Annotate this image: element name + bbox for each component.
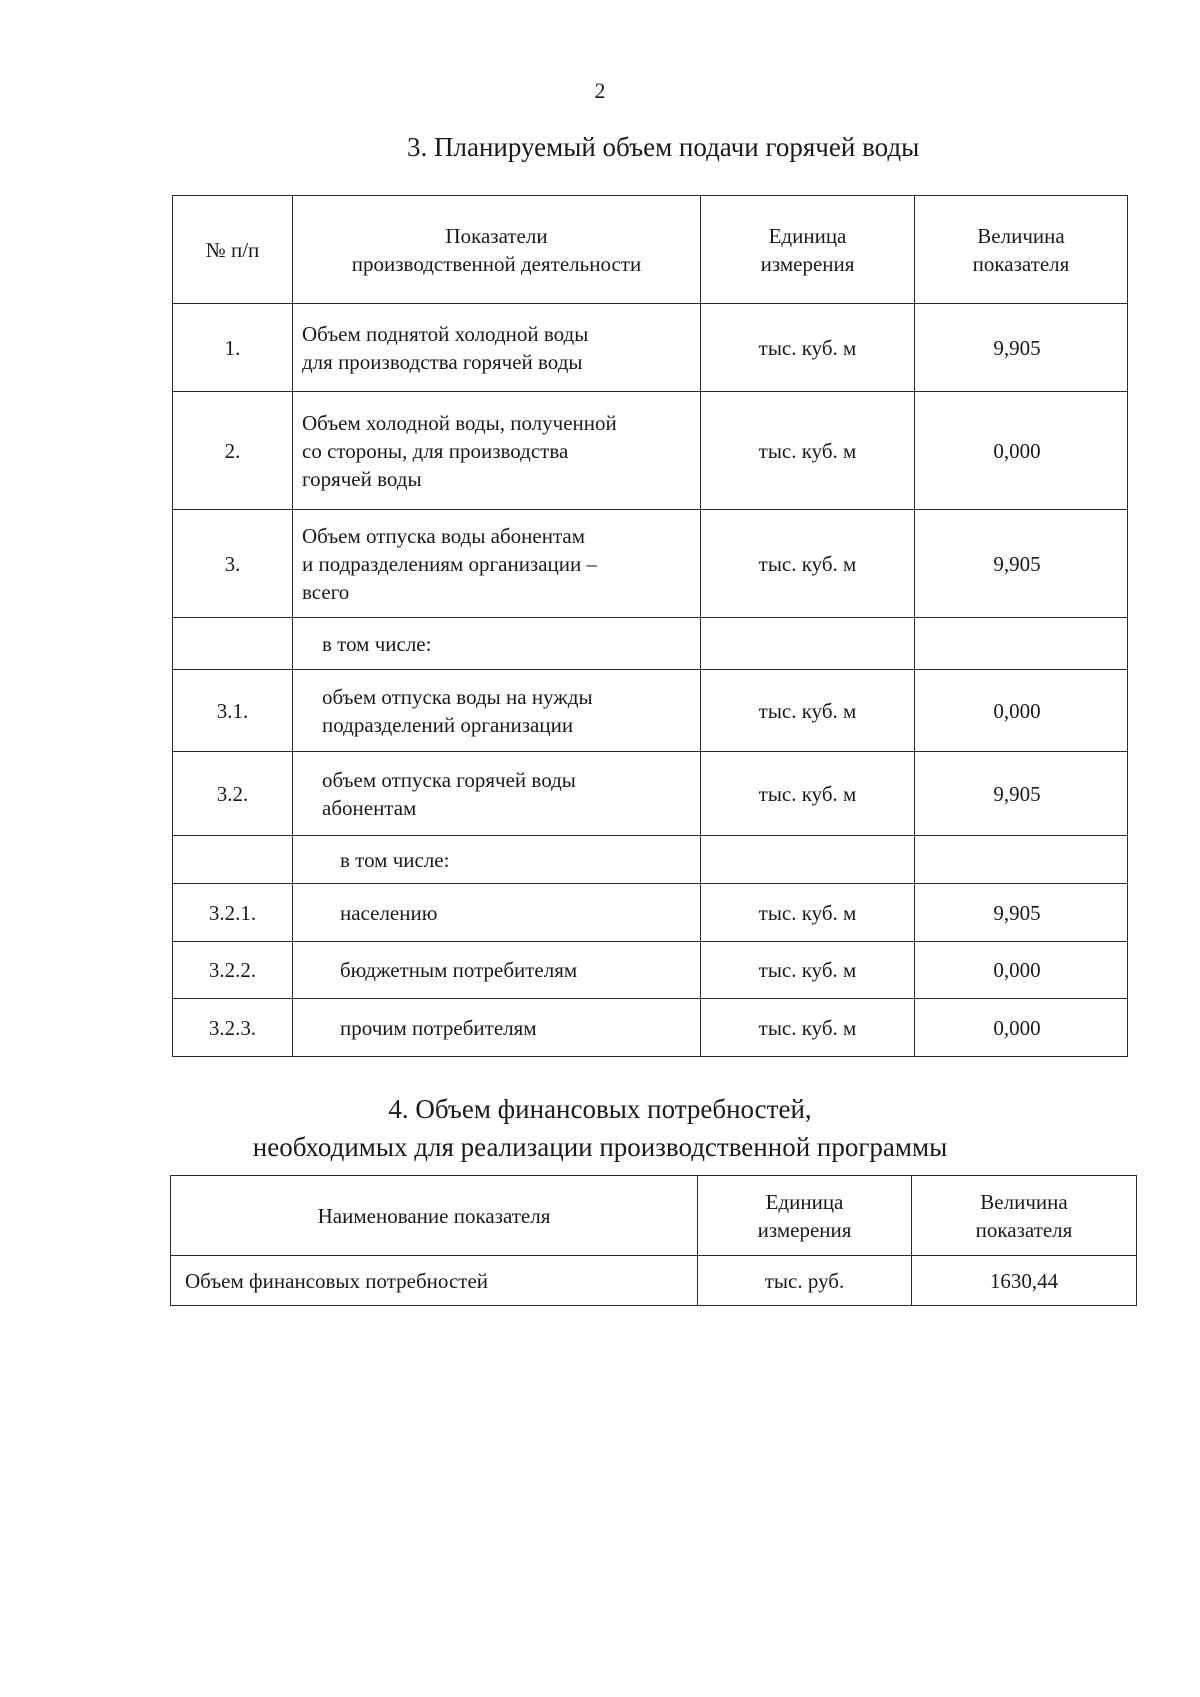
row-value: 9,905	[915, 752, 1128, 836]
header-unit	[698, 1176, 912, 1256]
header-value-label: Величина показателя	[975, 1189, 1073, 1242]
row-number: 3.2.	[173, 752, 293, 836]
row-indicator: населению	[293, 884, 701, 942]
row-indicator: в том числе:	[293, 836, 701, 884]
row-number	[173, 836, 293, 884]
row-indicator: Объем поднятой холодной воды для производства горячей воды	[293, 304, 701, 392]
row-unit: тыс. куб. м	[701, 999, 915, 1057]
row-indicator: в том числе:	[293, 618, 701, 670]
row-number: 3.2.1.	[173, 884, 293, 942]
header-num-label: № п/п	[205, 237, 260, 262]
header-unit	[701, 196, 915, 304]
row-value: 9,905	[915, 304, 1128, 392]
row-indicator: Объем холодной воды, полученной со стороны, для производства горячей воды	[293, 392, 701, 510]
row-number	[173, 618, 293, 670]
row-number: 2.	[173, 392, 293, 510]
row-indicator: объем отпуска горячей воды абонентам	[293, 752, 701, 836]
header-indicator	[293, 196, 701, 304]
table-header-row	[173, 196, 1128, 304]
table-header-row	[171, 1176, 1137, 1256]
row-unit: тыс. куб. м	[701, 304, 915, 392]
row-number: 1.	[173, 304, 293, 392]
table-row	[173, 392, 1128, 510]
row-value	[915, 618, 1128, 670]
table-row	[173, 304, 1128, 392]
header-value-label: Величина показателя	[972, 223, 1070, 276]
row-number: 3.2.3.	[173, 999, 293, 1057]
table-row	[173, 999, 1128, 1057]
row-value: 0,000	[915, 942, 1128, 999]
row-number: 3.	[173, 510, 293, 618]
header-name-label: Наименование показателя	[317, 1203, 551, 1228]
row-name: Объем финансовых потребностей	[171, 1256, 698, 1306]
section-4-title-line2: необходимых для реализации производственной программы	[252, 1132, 948, 1162]
row-value	[915, 836, 1128, 884]
row-indicator: бюджетным потребителям	[293, 942, 701, 999]
table-row	[173, 510, 1128, 618]
table-row	[173, 942, 1128, 999]
row-unit: тыс. руб.	[698, 1256, 912, 1306]
section-4-title	[0, 1090, 1200, 1166]
row-value: 0,000	[915, 999, 1128, 1057]
row-number: 3.2.2.	[173, 942, 293, 999]
section-3-title: 3. Планируемый объем подачи горячей воды	[407, 132, 920, 162]
financial-needs-table	[170, 1175, 1137, 1306]
table-row	[173, 618, 1128, 670]
hot-water-supply-table	[172, 195, 1128, 1057]
section-4-title-line1: 4. Объем финансовых потребностей,	[388, 1094, 812, 1124]
header-unit-label: Единица измерения	[757, 1189, 852, 1242]
row-value: 9,905	[915, 884, 1128, 942]
table-row	[173, 836, 1128, 884]
table-row	[173, 670, 1128, 752]
row-unit	[701, 836, 915, 884]
page-number: 2	[594, 78, 606, 103]
header-unit-label: Единица измерения	[760, 223, 855, 276]
row-value: 0,000	[915, 392, 1128, 510]
row-unit: тыс. куб. м	[701, 884, 915, 942]
header-indicator-label: Показатели производственной деятельности	[351, 223, 642, 276]
row-number: 3.1.	[173, 670, 293, 752]
row-value: 9,905	[915, 510, 1128, 618]
header-name	[171, 1176, 698, 1256]
header-num	[173, 196, 293, 304]
header-value	[915, 196, 1128, 304]
row-indicator: прочим потребителям	[293, 999, 701, 1057]
row-unit: тыс. куб. м	[701, 942, 915, 999]
row-unit: тыс. куб. м	[701, 392, 915, 510]
table-row	[173, 752, 1128, 836]
row-value: 1630,44	[912, 1256, 1137, 1306]
table-row	[171, 1256, 1137, 1306]
row-unit	[701, 618, 915, 670]
header-value	[912, 1176, 1137, 1256]
row-indicator: объем отпуска воды на нужды подразделений организации	[293, 670, 701, 752]
table-row	[173, 884, 1128, 942]
row-value: 0,000	[915, 670, 1128, 752]
row-unit: тыс. куб. м	[701, 670, 915, 752]
row-indicator: Объем отпуска воды абонентам и подразделениям организации – всего	[293, 510, 701, 618]
row-unit: тыс. куб. м	[701, 510, 915, 618]
row-unit: тыс. куб. м	[701, 752, 915, 836]
